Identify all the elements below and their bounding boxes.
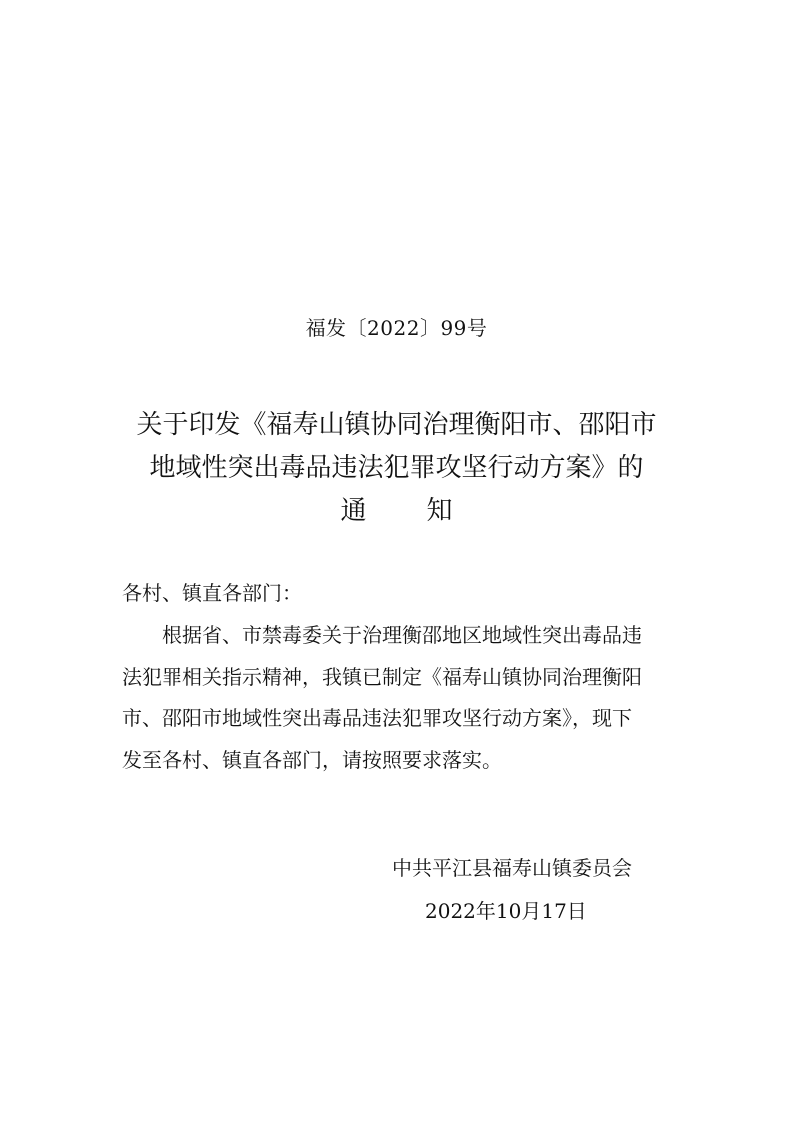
signature-organization: 中共平江县福寿山镇委员会 — [392, 856, 632, 880]
body-line-2: 法犯罪相关指示精神，我镇已制定《福寿山镇协同治理衡阳 — [122, 665, 642, 689]
greeting: 各村、镇直各部门： — [122, 581, 302, 605]
title-line-3: 通知 — [340, 496, 513, 526]
body-line-1: 根据省、市禁毒委关于治理衡邵地区地域性突出毒品违 — [162, 623, 642, 647]
body-line-4: 发至各村、镇直各部门，请按照要求落实。 — [122, 748, 502, 772]
title-line-2: 地域性突出毒品违法犯罪攻坚行动方案》的 — [149, 453, 644, 483]
title-line-1: 关于印发《福寿山镇协同治理衡阳市、邵阳市 — [136, 410, 657, 440]
body-line-3: 市、邵阳市地域性突出毒品违法犯罪攻坚行动方案》，现下 — [122, 706, 632, 730]
signature-date: 2022年10月17日 — [425, 899, 587, 923]
document-number: 福发〔2022〕99号 — [305, 316, 488, 340]
